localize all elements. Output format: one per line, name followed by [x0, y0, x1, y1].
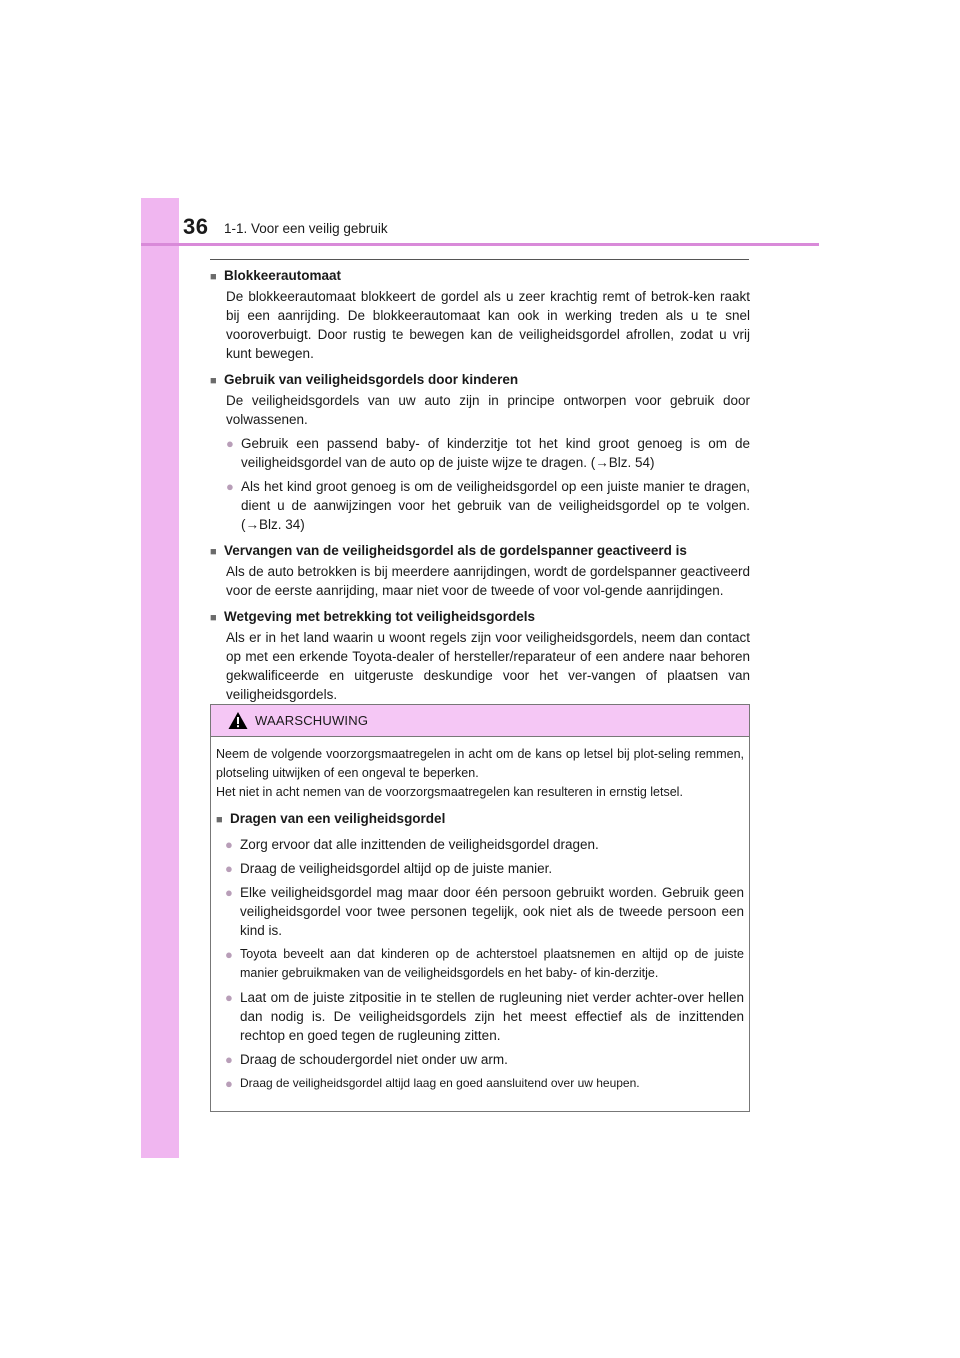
list-item: ● Draag de schoudergordel niet onder uw arm. [225, 1052, 508, 1067]
warning-intro: Neem de volgende voorzorgsmaatregelen in acht om de kans op letsel bij plot-seling remmen, plotseling uitwijken of een ongeval te beperken. [216, 747, 744, 780]
content-rule [210, 259, 749, 260]
circle-bullet-icon: ● [226, 436, 234, 451]
list-item: ● Zorg ervoor dat alle inzittenden de veiligheidsgordel dragen. [225, 837, 599, 852]
warning-title: WAARSCHUWING [255, 713, 369, 728]
list-item: ● Draag de veiligheidsgordel altijd laag en goed aansluitend over uw heupen. [225, 1076, 640, 1091]
section-heading: Vervangen van de veiligheidsgordel als de gordelspanner geactiveerd is [224, 543, 687, 558]
main-content [210, 266, 750, 711]
warning-body [211, 737, 749, 1093]
section-kinderen [210, 370, 750, 534]
chapter-side-tab [141, 198, 179, 1158]
square-bullet-icon: ■ [210, 612, 217, 624]
section-blokkeerautomaat [210, 266, 750, 363]
section-heading: Blokkeerautomaat [224, 268, 342, 283]
circle-bullet-icon: ● [225, 1076, 233, 1091]
section-text: Als er in het land waarin u woont regels zijn voor veiligheidsgordels, neem dan contact op met een erkende Toyota-dealer of hersteller/reparateur of een andere naar behoren gekwalificeerde en uitgeruste deskundige voor het ver-vangen of plaatsen van veiligheidsgordels. [226, 630, 750, 702]
list-item: ● Als het kind groot genoeg is om de veiligheidsgordel op een juiste manier te dragen, dient u de aanwijzingen voor het gebruik van de veiligheidsgordel op te volgen. (→Blz. 34) [226, 479, 750, 532]
section-heading: Wetgeving met betrekking tot veiligheidsgordels [224, 609, 536, 624]
section-heading: Gebruik van veiligheidsgordels door kinderen [224, 372, 519, 387]
square-bullet-icon: ■ [216, 814, 223, 826]
warning-section-heading: Dragen van een veiligheidsgordel [230, 811, 446, 826]
square-bullet-icon: ■ [210, 375, 217, 387]
list-item: ● Draag de veiligheidsgordel altijd op de juiste manier. [225, 861, 553, 876]
circle-bullet-icon: ● [225, 990, 233, 1005]
circle-bullet-icon: ● [226, 479, 234, 494]
section-text: De blokkeerautomaat blokkeert de gordel als u zeer krachtig remt of betrok-ken raakt bij een aanrijding. De blokkeerautomaat kan ook in werking treden als u te snel vooroverbuigt. Door rustig te bewegen kan de veiligheidsgordel afrollen, zodat u vrij kunt bewegen. [226, 289, 750, 361]
square-bullet-icon: ■ [210, 546, 217, 558]
list-item: ● Toyota beveelt aan dat kinderen op de achterstoel plaatsnemen en altijd op de juiste manier gebruikmaken van de veiligheidsgordels en het baby- of kin-derzitje. [225, 947, 744, 980]
circle-bullet-icon: ● [225, 885, 233, 900]
warning-header [211, 705, 749, 737]
section-wetgeving [210, 607, 750, 704]
circle-bullet-icon: ● [225, 1052, 233, 1067]
list-item: ● Laat om de juiste zitpositie in te stellen de rugleuning niet verder achter-over hellen dan nodig is. De veiligheidsgordels zijn het meest effectief als de inzittenden rechtop en goed tegen de rugleuning zitten. [225, 990, 744, 1043]
warning-intro-2: Het niet in acht nemen van de voorzorgsmaatregelen kan resulteren in ernstig letsel. [216, 785, 683, 799]
circle-bullet-icon: ● [225, 837, 233, 852]
list-item: ● Elke veiligheidsgordel mag maar door één persoon gebruikt worden. Gebruik geen veiligheidsgordel voor twee personen tegelijk, ook niet als de tweede persoon een kind is. [225, 885, 744, 938]
section-text: Als de auto betrokken is bij meerdere aanrijdingen, wordt de gordelspanner geactiveerd voor de eerste aanrijding, maar niet voor de tweede of voor vol-gende aanrijdingen. [226, 564, 750, 598]
circle-bullet-icon: ● [225, 861, 233, 876]
list-item: ● Gebruik een passend baby- of kinderzitje tot het kind groot genoeg is om de veiligheidsgordel van de auto op de juiste wijze te dragen. (→Blz. 54) [226, 436, 750, 470]
section-title: 1-1. Voor een veilig gebruik [224, 221, 388, 236]
square-bullet-icon: ■ [210, 271, 217, 283]
section-text: De veiligheidsgordels van uw auto zijn in principe ontworpen voor gebruik door volwassenen. [226, 393, 750, 427]
page-number: 36 [183, 214, 209, 239]
header-rule [141, 243, 819, 246]
circle-bullet-icon: ● [225, 947, 233, 962]
warning-box [210, 704, 750, 1112]
section-gordelspanner [210, 541, 750, 600]
warning-triangle-icon [228, 711, 248, 730]
